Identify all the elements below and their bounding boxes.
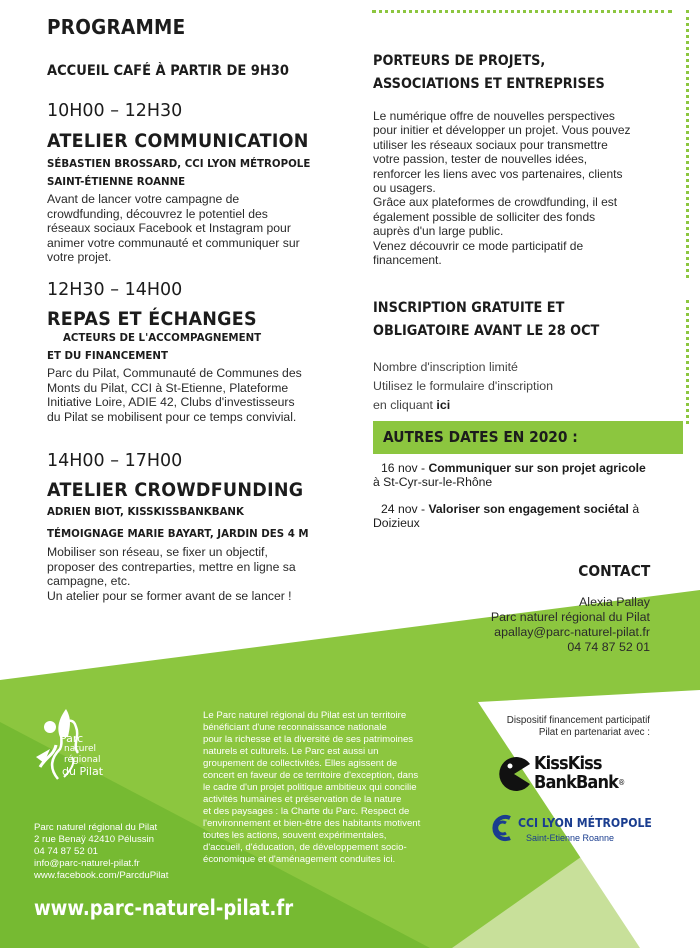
text-line: Avant de lancer votre campagne de (47, 192, 240, 206)
contact-block (460, 562, 650, 581)
right-dotted-line-mid (686, 300, 689, 424)
kkbb-word-row (534, 773, 624, 792)
text-line: financement. (373, 253, 442, 268)
address-line: 2 rue Benaÿ 42410 Pélussin (34, 834, 155, 845)
spacer (373, 490, 683, 502)
session-speaker-2: SAINT-ÉTIENNE ROANNE (47, 175, 186, 188)
text-line: également possible de solliciter des fonds (373, 209, 596, 224)
session-time: 12H30 – 14H00 (47, 280, 183, 300)
other-dates-title: AUTRES DATES EN 2020 : (383, 428, 578, 446)
contact-phone: 04 74 87 52 01 (567, 640, 650, 654)
text-line: Un atelier pour se former avant de se lancer ! (47, 588, 292, 603)
logo-word: Parc (60, 732, 84, 745)
text-line: Le numérique offre de nouvelles perspectives (373, 109, 615, 123)
session-time: 10H00 – 12H30 (47, 101, 183, 121)
text-line: Venez découvrir ce mode participatif de (373, 238, 584, 253)
kkbb-word: KissKiss (534, 753, 602, 774)
inscription-info (373, 358, 673, 415)
partners-caption-line: Pilat en partenariat avec : (538, 727, 650, 738)
cci-name: CCI LYON MÉTROPOLE (518, 815, 652, 830)
session-time: 14H00 – 17H00 (47, 451, 183, 471)
text-line: pour initier et développer un projet. Vous pouvez (373, 123, 631, 138)
about-line: concert en faveur de ce territoire d'exception, dans (203, 770, 419, 781)
text-line: Parc du Pilat, Communauté de Communes des (47, 366, 302, 380)
footer-email-link[interactable]: info@parc-naturel-pilat.fr (34, 858, 140, 869)
porteurs-title: PORTEURS DE PROJETS, (373, 53, 546, 69)
about-line: l'environnement et bien-être des habitants motivent (203, 818, 421, 829)
footer-about (203, 710, 458, 866)
text-line: Nombre d'inscription limité (373, 360, 518, 374)
about-line: le cadre d'un projet politique ambitieux qui concilie (203, 782, 417, 793)
top-dotted-line (372, 10, 672, 13)
text-line: crowdfunding, découvrez le potentiel des (47, 206, 268, 221)
date-entry (373, 461, 683, 475)
about-line: toutes les actions, souvent expérimentales, (203, 830, 387, 841)
cci-logo[interactable] (490, 812, 660, 850)
text-line: Grâce aux plateformes de crowdfunding, il est (373, 195, 618, 210)
text-line (373, 396, 673, 415)
session-speaker-2: TÉMOIGNAGE MARIE BAYART, JARDIN DES 4 M (47, 527, 309, 540)
session-title: ATELIER COMMUNICATION (47, 130, 309, 152)
website-link[interactable]: www.parc-naturel-pilat.fr (34, 896, 294, 920)
contact-details (430, 595, 650, 655)
contact-email[interactable]: apallay@parc-naturel-pilat.fr (494, 625, 650, 639)
about-line: pour la richesse et la diversité de ses patrimoines (203, 734, 414, 745)
session-title: ATELIER CROWDFUNDING (47, 479, 304, 501)
date-place-line: à St-Cyr-sur-le-Rhône (373, 475, 493, 490)
about-line: bénéficiant d'une reconnaissance nationale (203, 722, 387, 733)
about-line: naturels et culturels. Le Parc est aussi un (203, 746, 379, 757)
inscription-title-2: OBLIGATOIRE AVANT LE 28 OCT (373, 323, 600, 339)
other-dates-list (373, 461, 683, 531)
date-place: à (628, 501, 640, 516)
kkbb-pacman-icon (496, 756, 532, 792)
session-description (47, 366, 347, 424)
about-line: économique et d'aménagement conduites ici. (203, 854, 396, 865)
registered-mark: ® (617, 778, 625, 787)
inscription-title: INSCRIPTION GRATUITE ET (373, 300, 565, 316)
cci-emblem-icon (490, 814, 516, 842)
about-line: et des paysages : la Charte du Parc. Respect de (203, 806, 410, 817)
partners-caption-line: Dispositif financement participatif (506, 715, 650, 726)
date-label: 16 nov - (381, 461, 429, 475)
about-line: Le Parc naturel régional du Pilat est un territoire (203, 710, 407, 721)
date-label: 24 nov - (381, 501, 429, 516)
session-speaker: ADRIEN BIOT, KISSKISSBANKBANK (47, 505, 244, 518)
text-line: votre passion, tester de nouvelles idées, (373, 152, 588, 167)
text-line: en cliquant (373, 398, 437, 412)
text-line: renforcer les liens avec vos partenaires, clients (373, 166, 623, 181)
session-description (47, 192, 347, 265)
date-place-line: Doizieux (373, 516, 420, 531)
logo-word: naturel (64, 744, 96, 754)
logo-word: du Pilat (62, 765, 104, 778)
porteurs-title-2: ASSOCIATIONS ET ENTREPRISES (373, 76, 605, 92)
kkbb-wordmark (534, 754, 624, 792)
partners-caption (478, 715, 650, 739)
footer-facebook-link[interactable]: www.facebook.com/ParcduPilat (34, 870, 169, 881)
date-event[interactable]: Valoriser son engagement sociétal (428, 501, 629, 516)
text-line: Monts du Pilat, CCI à St-Etienne, Plateforme (47, 380, 289, 395)
contact-org: Parc naturel régional du Pilat (490, 610, 650, 624)
contact-title: CONTACT (578, 562, 650, 580)
address-line: Parc naturel régional du Pilat (34, 822, 158, 833)
text-line: auprès d'un large public. (373, 224, 504, 239)
kkbb-word: BankBank (534, 772, 618, 793)
text-line: réseaux sociaux Facebook et Instagram pour (47, 221, 291, 236)
address-line: 04 74 87 52 01 (34, 846, 99, 857)
logo-word: régional (64, 755, 101, 765)
text-line: campagne, etc. (47, 574, 131, 589)
text-line: Initiative Loire, ADIE 42, Clubs d'investisseurs (47, 395, 295, 410)
footer-address (34, 822, 204, 882)
session-speaker: SÉBASTIEN BROSSARD, CCI LYON MÉTROPOLE (47, 157, 311, 170)
contact-name: Alexia Pallay (579, 595, 650, 609)
kisskissbankbank-logo[interactable] (496, 752, 656, 798)
text-line: proposer des contreparties, mettre en ligne sa (47, 559, 296, 574)
logo-text (60, 733, 103, 777)
text-line: utiliser les réseaux sociaux pour transmettre (373, 137, 608, 152)
programme-title: PROGRAMME (47, 15, 186, 39)
text-line: Utilisez le formulaire d'inscription (373, 379, 554, 393)
date-event[interactable]: Communiquer sur son projet agricole (428, 461, 646, 475)
date-entry (373, 502, 683, 516)
porteurs-description (373, 109, 688, 267)
cci-subtitle: Saint-Etienne Roanne (526, 833, 615, 843)
session-description (47, 545, 357, 603)
text-line: votre projet. (47, 250, 112, 265)
about-line: d'accueil, d'éducation, de développement socio- (203, 842, 407, 853)
about-line: activités humaines et préservation de la nature (203, 794, 402, 805)
session-title: REPAS ET ÉCHANGES (47, 308, 257, 330)
registration-link[interactable]: ici (436, 398, 451, 412)
text-line: du Pilat se mobilisent pour ce temps convivial. (47, 409, 297, 424)
about-line: groupement de collectivités. Elles agissent de (203, 758, 398, 769)
session-speaker: ACTEURS DE L'ACCOMPAGNEMENT (63, 331, 262, 344)
text-line: Mobiliser son réseau, se fixer un objectif, (47, 545, 268, 559)
welcome-line: ACCUEIL CAFÉ À PARTIR DE 9H30 (47, 63, 289, 79)
text-line: animer votre communauté et communiquer sur (47, 235, 300, 250)
text-line: ou usagers. (373, 181, 436, 196)
session-speaker-2: ET DU FINANCEMENT (47, 349, 168, 362)
